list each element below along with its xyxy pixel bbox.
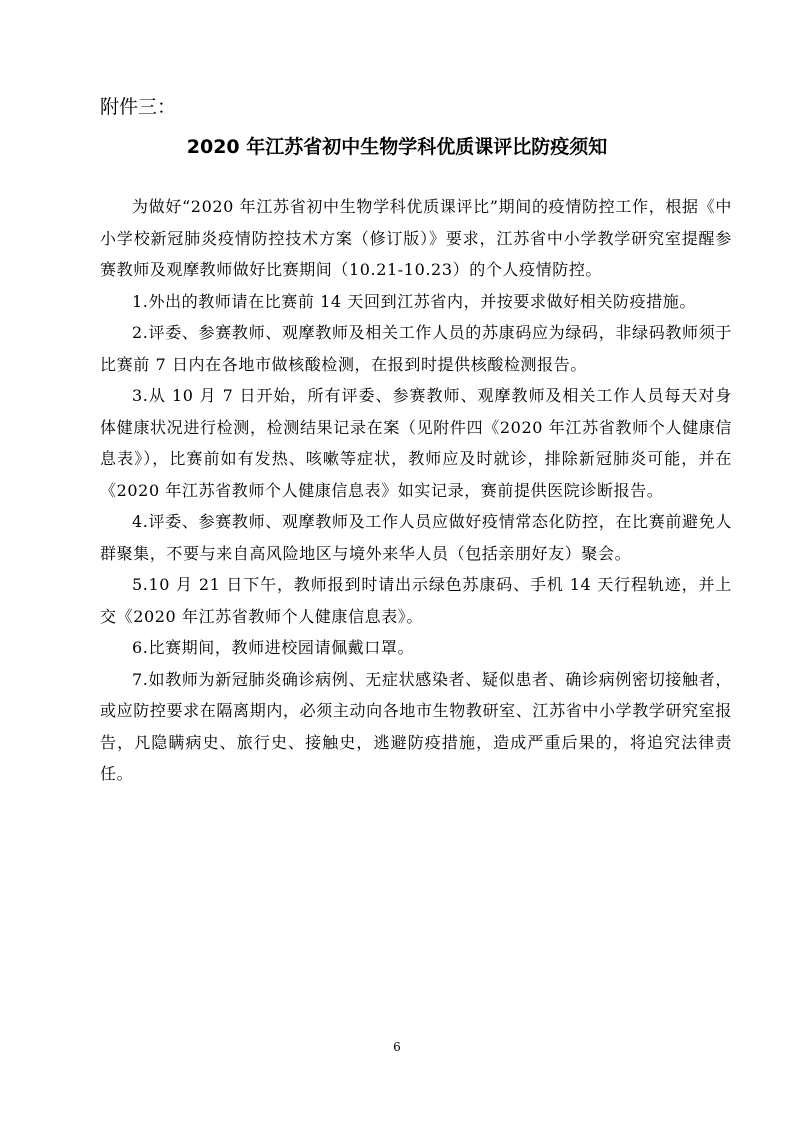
attachment-label: 附件三： [100, 96, 177, 118]
document-title: 2020 年江苏省初中生物学科优质课评比防疫须知 [186, 136, 608, 158]
notice-item-7: 7.如教师为新冠肺炎确诊病例、无症状感染者、疑似患者、确诊病例密切接触者，或应防控要求在隔离期内，必须主动向各地市生物教研室、江苏省中小学教学研究室报告，凡隐瞒病史、旅行史、接触史，逃避防疫措施，造成严重后果的，将追究法律责任。 [100, 669, 732, 783]
page-number: 6 [393, 1040, 401, 1054]
notice-item-1: 1.外出的教师请在比赛前 14 天回到江苏省内，并按要求做好相关防疫措施。 [132, 291, 696, 311]
intro-paragraph: 为做好“2020 年江苏省初中生物学科优质课评比”期间的疫情防控工作，根据《中小学校新冠肺炎疫情防控技术方案（修订版）》要求，江苏省中小学教学研究室提醒参赛教师及观摩教师做好比赛期间（10.21-10.23）的个人疫情防控。 [100, 197, 732, 279]
document-body [100, 191, 732, 790]
notice-item-3: 3.从 10 月 7 日开始，所有评委、参赛教师、观摩教师及相关工作人员每天对身体健康状况进行检测，检测结果记录在案（见附件四《2020 年江苏省教师个人健康信息表》），比赛前如有发热、咳嗽等症状，教师应及时就诊，排除新冠肺炎可能，并在《2020 年江苏省教师个人健康信息表》如实记录，赛前提供医院诊断报告。 [100, 386, 732, 500]
notice-item-5: 5.10 月 21 日下午，教师报到时请出示绿色苏康码、手机 14 天行程轨迹，并上交《2020 年江苏省教师个人健康信息表》。 [100, 575, 732, 626]
notice-item-6: 6.比赛期间，教师进校园请佩戴口罩。 [132, 638, 415, 657]
notice-item-2: 2.评委、参赛教师、观摩教师及相关工作人员的苏康码应为绿码，非绿码教师须于比赛前 7 日内在各地市做核酸检测，在报到时提供核酸检测报告。 [100, 323, 732, 374]
notice-item-4: 4.评委、参赛教师、观摩教师及工作人员应做好疫情常态化防控，在比赛前避免人群聚集，不要与来自高风险地区与境外来华人员（包括亲朋好友）聚会。 [100, 512, 732, 563]
